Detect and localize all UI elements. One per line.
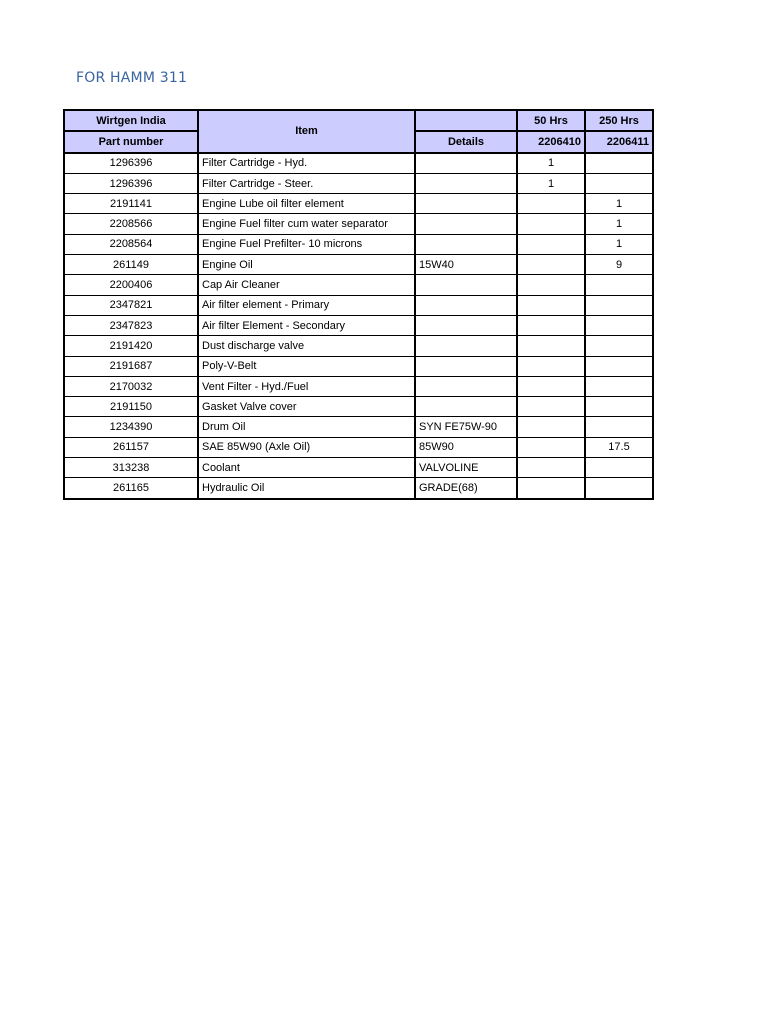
qty-250-hrs-cell [585, 376, 653, 396]
qty-50-hrs-cell [517, 478, 585, 499]
qty-250-hrs-cell [585, 397, 653, 417]
table-row [64, 458, 653, 478]
item-cell: Engine Fuel Prefilter- 10 microns [198, 234, 415, 254]
qty-250-hrs-cell [585, 478, 653, 499]
qty-50-hrs-cell [517, 194, 585, 214]
qty-250-hrs-cell: 1 [585, 194, 653, 214]
details-cell [415, 356, 517, 376]
details-cell [415, 214, 517, 234]
part-number-cell: 1296396 [64, 173, 198, 193]
header-code-50: 2206410 [517, 131, 585, 152]
part-number-cell: 313238 [64, 458, 198, 478]
header-item: Item [198, 110, 415, 153]
details-cell [415, 336, 517, 356]
item-cell: Dust discharge valve [198, 336, 415, 356]
part-number-cell: 2191420 [64, 336, 198, 356]
qty-250-hrs-cell [585, 295, 653, 315]
table-row [64, 173, 653, 193]
qty-250-hrs-cell [585, 173, 653, 193]
item-cell: Gasket Valve cover [198, 397, 415, 417]
part-number-cell: 261157 [64, 437, 198, 457]
qty-250-hrs-cell: 1 [585, 234, 653, 254]
details-cell: SYN FE75W-90 [415, 417, 517, 437]
qty-50-hrs-cell [517, 397, 585, 417]
table-row [64, 437, 653, 457]
details-cell [415, 397, 517, 417]
qty-250-hrs-cell [585, 458, 653, 478]
table-row [64, 153, 653, 174]
item-cell: Coolant [198, 458, 415, 478]
table-row [64, 356, 653, 376]
table-body [64, 153, 653, 499]
table-row [64, 376, 653, 396]
item-cell: Poly-V-Belt [198, 356, 415, 376]
details-cell [415, 173, 517, 193]
table-header [64, 110, 653, 153]
qty-50-hrs-cell [517, 275, 585, 295]
table-row [64, 234, 653, 254]
qty-250-hrs-cell [585, 315, 653, 335]
header-250-hrs: 250 Hrs [585, 110, 653, 131]
qty-50-hrs-cell [517, 214, 585, 234]
document-title: FOR HAMM 311 [76, 70, 188, 86]
qty-50-hrs-cell: 1 [517, 153, 585, 174]
part-number-cell: 2191687 [64, 356, 198, 376]
qty-50-hrs-cell [517, 437, 585, 457]
part-number-cell: 2200406 [64, 275, 198, 295]
table-row [64, 315, 653, 335]
qty-50-hrs-cell [517, 336, 585, 356]
part-number-cell: 2347823 [64, 315, 198, 335]
table-row [64, 194, 653, 214]
item-cell: Engine Oil [198, 255, 415, 275]
item-cell: Vent Filter - Hyd./Fuel [198, 376, 415, 396]
table-row [64, 255, 653, 275]
details-cell [415, 315, 517, 335]
qty-50-hrs-cell [517, 356, 585, 376]
item-cell: Filter Cartridge - Hyd. [198, 153, 415, 174]
table-row [64, 295, 653, 315]
table-row [64, 417, 653, 437]
qty-250-hrs-cell [585, 275, 653, 295]
details-cell: 85W90 [415, 437, 517, 457]
qty-250-hrs-cell: 17.5 [585, 437, 653, 457]
item-cell: Air filter Element - Secondary [198, 315, 415, 335]
qty-250-hrs-cell: 1 [585, 214, 653, 234]
header-part-number: Part number [64, 131, 198, 152]
table-row [64, 336, 653, 356]
details-cell: VALVOLINE [415, 458, 517, 478]
item-cell: Cap Air Cleaner [198, 275, 415, 295]
qty-250-hrs-cell [585, 417, 653, 437]
item-cell: Air filter element - Primary [198, 295, 415, 315]
qty-250-hrs-cell [585, 356, 653, 376]
qty-50-hrs-cell [517, 295, 585, 315]
part-number-cell: 2208566 [64, 214, 198, 234]
header-wirtgen-india: Wirtgen India [64, 110, 198, 131]
qty-250-hrs-cell [585, 153, 653, 174]
header-code-250: 2206411 [585, 131, 653, 152]
item-cell: Engine Fuel filter cum water separator [198, 214, 415, 234]
details-cell [415, 376, 517, 396]
item-cell: Drum Oil [198, 417, 415, 437]
details-cell [415, 194, 517, 214]
qty-250-hrs-cell [585, 336, 653, 356]
qty-50-hrs-cell [517, 417, 585, 437]
part-number-cell: 2191141 [64, 194, 198, 214]
table-row [64, 397, 653, 417]
item-cell: Filter Cartridge - Steer. [198, 173, 415, 193]
qty-50-hrs-cell [517, 458, 585, 478]
part-number-cell: 1234390 [64, 417, 198, 437]
part-number-cell: 2208564 [64, 234, 198, 254]
table-row [64, 275, 653, 295]
qty-50-hrs-cell: 1 [517, 173, 585, 193]
part-number-cell: 2170032 [64, 376, 198, 396]
details-cell: 15W40 [415, 255, 517, 275]
details-cell [415, 153, 517, 174]
qty-250-hrs-cell: 9 [585, 255, 653, 275]
parts-table [63, 109, 654, 500]
qty-50-hrs-cell [517, 315, 585, 335]
part-number-cell: 1296396 [64, 153, 198, 174]
qty-50-hrs-cell [517, 376, 585, 396]
part-number-cell: 261149 [64, 255, 198, 275]
header-details: Details [415, 131, 517, 152]
header-row-1 [64, 110, 653, 131]
header-details-top [415, 110, 517, 131]
header-50-hrs: 50 Hrs [517, 110, 585, 131]
qty-50-hrs-cell [517, 255, 585, 275]
details-cell: GRADE(68) [415, 478, 517, 499]
table-row [64, 478, 653, 499]
item-cell: Engine Lube oil filter element [198, 194, 415, 214]
details-cell [415, 295, 517, 315]
part-number-cell: 261165 [64, 478, 198, 499]
details-cell [415, 234, 517, 254]
item-cell: SAE 85W90 (Axle Oil) [198, 437, 415, 457]
part-number-cell: 2347821 [64, 295, 198, 315]
table-row [64, 214, 653, 234]
details-cell [415, 275, 517, 295]
part-number-cell: 2191150 [64, 397, 198, 417]
item-cell: Hydraulic Oil [198, 478, 415, 499]
qty-50-hrs-cell [517, 234, 585, 254]
